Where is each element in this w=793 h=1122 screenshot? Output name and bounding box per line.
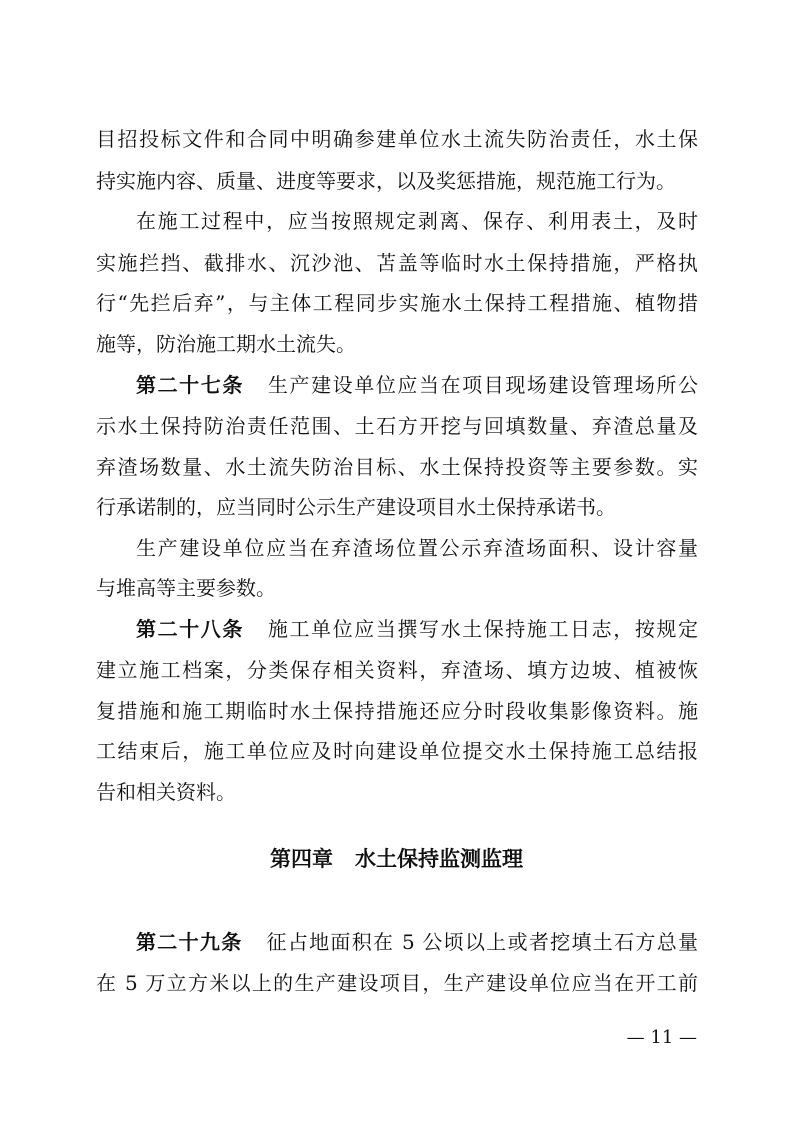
paragraph-line: 生产建设单位应当在弃渣场位置公示弃渣场面积、设计容量 bbox=[136, 536, 698, 560]
paragraph-line: 持实施内容、质量、进度等要求，以及奖惩措施，规范施工行为。 bbox=[96, 169, 676, 193]
paragraph-text: 施工单位应当撰写水土保持施工日志，按规定 bbox=[267, 617, 699, 641]
article-29-first-line bbox=[136, 927, 698, 957]
article-28-first-line bbox=[136, 614, 698, 644]
paragraph-line: 在 5 万立方米以上的生产建设项目，生产建设单位应当在开工前 bbox=[96, 971, 698, 995]
chapter-heading bbox=[0, 844, 793, 874]
article-27-first-line bbox=[136, 370, 698, 400]
paragraph-line: 目招投标文件和合同中明确参建单位水土流失防治责任，水土保 bbox=[96, 127, 698, 151]
paragraph-line: 与堆高等主要参数。 bbox=[96, 576, 276, 600]
paragraph-line: 工结束后，施工单位应及时向建设单位提交水土保持施工总结报 bbox=[96, 739, 698, 763]
article-29-title: 第二十九条 bbox=[136, 930, 243, 954]
paragraph-line: 示水土保持防治责任范围、土石方开挖与回填数量、弃渣总量及 bbox=[96, 414, 698, 438]
chapter-title: 水土保持监测监理 bbox=[355, 847, 523, 871]
paragraph-line: 实施拦挡、截排水、沉沙池、苫盖等临时水土保持措施，严格执 bbox=[96, 251, 698, 275]
paragraph-line: 行“先拦后弃”，与主体工程同步实施水土保持工程措施、植物措 bbox=[96, 291, 698, 315]
article-27-title: 第二十七条 bbox=[136, 373, 244, 397]
paragraph-line: 告和相关资料。 bbox=[96, 780, 236, 804]
paragraph-line: 建立施工档案，分类保存相关资料，弃渣场、填方边坡、植被恢 bbox=[96, 658, 698, 682]
paragraph-line: 行承诺制的，应当同时公示生产建设项目水土保持承诺书。 bbox=[96, 495, 616, 519]
paragraph-text: 征占地面积在 5 公顷以上或者挖填土石方总量 bbox=[266, 930, 698, 954]
article-28-title: 第二十八条 bbox=[136, 617, 244, 641]
page-number: — 11 — bbox=[626, 1027, 697, 1048]
chapter-number: 第四章 bbox=[270, 847, 333, 871]
paragraph-line: 在施工过程中，应当按照规定剥离、保存、利用表土，及时 bbox=[136, 209, 698, 233]
paragraph-line: 施等，防治施工期水土流失。 bbox=[96, 332, 356, 356]
paragraph-line: 弃渣场数量、水土流失防治目标、水土保持投资等主要参数。实 bbox=[96, 455, 698, 479]
paragraph-line: 复措施和施工期临时水土保持措施还应分时段收集影像资料。施 bbox=[96, 699, 698, 723]
paragraph-text: 生产建设单位应当在项目现场建设管理场所公 bbox=[267, 373, 699, 397]
